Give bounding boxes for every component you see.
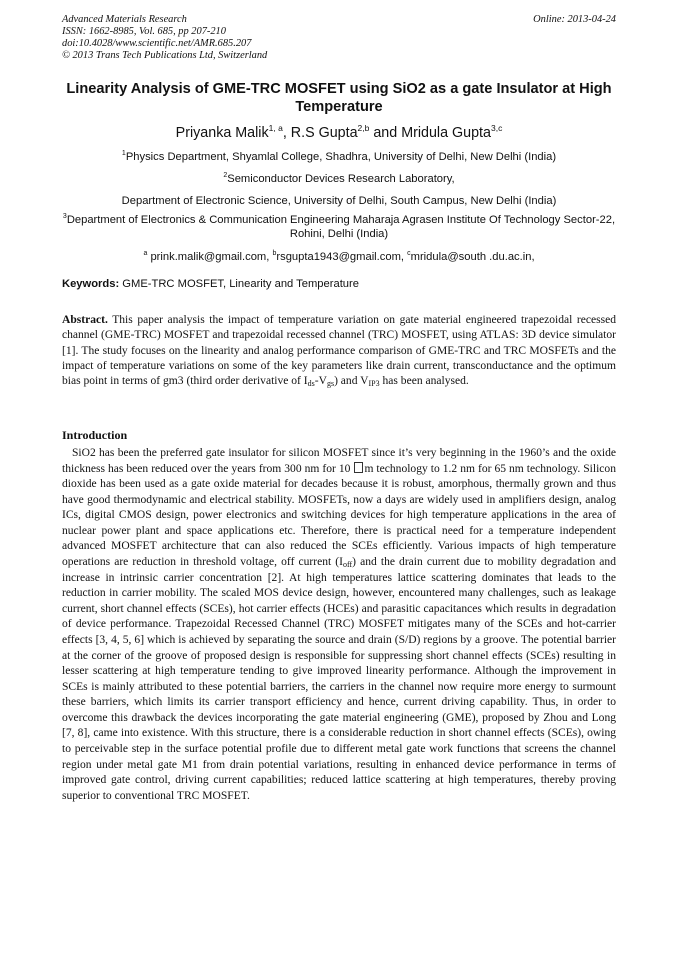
abstract-paragraph bbox=[62, 313, 616, 389]
affiliation-2-department: Department of Electronic Science, University of Delhi, South Campus, New Delhi (India) bbox=[121, 195, 557, 207]
email-link[interactable]: rsgupta1943@gmail.com, bbox=[276, 251, 408, 263]
paper-title: Linearity Analysis of GME-TRC MOSFET using SiO2 as a gate Insulator at High Temperature bbox=[66, 81, 612, 115]
author-emails bbox=[62, 250, 616, 264]
author-affiliation-mark: 1, a bbox=[268, 123, 283, 133]
keywords-label: Keywords: bbox=[62, 278, 120, 290]
introduction-paragraph bbox=[62, 446, 616, 804]
subscript: gs bbox=[326, 379, 335, 389]
author-affiliation-mark: 2,b bbox=[357, 123, 370, 133]
author-separator: , bbox=[282, 125, 291, 141]
email-link[interactable]: mridula@south .du.ac.in, bbox=[410, 251, 535, 263]
author-separator: and bbox=[369, 125, 402, 141]
email-mark: a bbox=[143, 250, 148, 257]
affiliation-text: Department of Electronics & Communication Engineering Maharaja Agrasen Institute Of Technology Sector-22, Rohini, Delhi (India) bbox=[66, 214, 616, 240]
email-mark: b bbox=[272, 250, 277, 257]
subscript: IP3 bbox=[368, 379, 380, 389]
affiliation-mark: 3 bbox=[62, 213, 67, 220]
author-list bbox=[62, 124, 616, 142]
running-header bbox=[62, 14, 616, 62]
subscript: ds bbox=[307, 379, 315, 389]
affiliation-text: Physics Department, Shyamlal College, Shadhra, University of Delhi, New Delhi (India) bbox=[125, 151, 557, 163]
affiliation-1 bbox=[62, 150, 616, 164]
body-text: m technology to 1.2 nm for 65 nm technology. Silicon dioxide has been used as a gate oxide material for decades because it is robust, amorphous, thermally grown and thus have good thermodynamic and electrical stability. MOSFETs, now a days are widely used in amplifiers design, analog ICs, digital CMOS design, power electronics and switching devices for high temperature applications in the area of nuclear power plant and space applications etc. Therefore, there is practical need for a temperature independent advanced MOSFET architecture that can also reduced the SCEs efficiently. Various impacts of high temperature operations are reduction in threshold voltage, off current (I bbox=[62, 462, 616, 569]
affiliation-mark: 1 bbox=[121, 150, 126, 157]
author-name: Mridula Gupta bbox=[401, 125, 491, 141]
subscript: off bbox=[342, 560, 353, 570]
author-name: R.S Gupta bbox=[290, 125, 358, 141]
abstract-text: ) and V bbox=[334, 375, 369, 388]
section-heading-introduction: Introduction bbox=[62, 428, 128, 442]
abstract-text: has been analysed. bbox=[379, 375, 469, 388]
author-name: Priyanka Malik bbox=[175, 125, 269, 141]
affiliation-2 bbox=[62, 172, 616, 186]
keywords bbox=[62, 277, 616, 291]
body-text: ) and the drain current due to mobility degradation and increase in intrinsic carrier concentration [2]. At high temperatures lattice scattering dominates that leads to the reduction in carrier mobility. The scaled MOS device design, however, encountered many challenges, such as leakage current, short channel effects (SCEs), hot carrier effects (HCEs) and parasitic capacitances which results in degradation of device performance. Trapezoidal Recessed Channel (TRC) MOSFET mitigates many of the SCEs and hot-carrier effects [3, 4, 5, 6] which is achieved by separating the source and drain (S/D) regions by a groove. The potential barrier at the corner of the groove of proposed design is responsible for suppressing short channel effects (SCEs) resulting in lesser scattering at high temperature tending to give improved linearity performance. Although the improvement in SCEs is mainly attributed to these potential barriers, the carriers in the channel now require more energy to surmount these barriers, which limits its carrier transport efficiency and hence, current driving capability. Thus, in order to overcome this drawback the devices incorporating the gate material engineering (GME), proposed by Zhou and Long [7, 8], came into existence. With this structure, there is a considerable reduction in short channel effects (SCEs), owing to perceivable step in the surface potential profile due to different metal gate work functions that screens the channel region under metal gate M1 from drain potential variations, resulting in enhanced device performance in terms of improved gate control, driving current capabilities; reduced lattice scattering at high temperatures, thereby proving superior to conventional TRC MOSFET. bbox=[62, 556, 616, 802]
affiliation-mark: 2 bbox=[223, 172, 228, 179]
journal-name: Advanced Materials Research bbox=[62, 14, 187, 25]
affiliation-text: Semiconductor Devices Research Laboratory, bbox=[227, 173, 455, 185]
author-affiliation-mark: 3,c bbox=[490, 123, 503, 133]
issn-line: ISSN: 1662-8985, Vol. 685, pp 207-210 bbox=[62, 26, 226, 37]
copyright-line: © 2013 Trans Tech Publications Ltd, Switzerland bbox=[62, 50, 268, 61]
doi-line: doi:10.4028/www.scientific.net/AMR.685.207 bbox=[62, 38, 252, 49]
body-text: SiO2 has been the preferred gate insulator for silicon MOSFET since it’s very beginning in the 1960’s and the oxide thickness has been reduced over the years from 300 nm for 10 bbox=[62, 447, 616, 475]
abstract-text: -V bbox=[314, 375, 327, 388]
missing-glyph-icon bbox=[354, 462, 363, 473]
affiliation-3 bbox=[62, 213, 616, 241]
online-date: Online: 2013-04-24 bbox=[533, 14, 616, 25]
email-mark: c bbox=[407, 250, 411, 257]
email-link[interactable]: prink.malik@gmail.com, bbox=[147, 251, 273, 263]
keywords-text: GME-TRC MOSFET, Linearity and Temperature bbox=[119, 278, 359, 290]
abstract-label: Abstract. bbox=[62, 314, 108, 326]
abstract-text: This paper analysis the impact of temperature variation on gate material engineered trapezoidal recessed channel (GME-TRC) MOSFET and trapezoidal recessed channel (TRC) MOSFET, using ATLAS: 3D device simulator [1]. The study focuses on the linearity and analog performance comparison of GME-TRC and TRC MOSFETs and the impact of temperature variations on some of the key parameters like drain current, transconductance and the optimum bias point in terms of gm3 (third order derivative of I bbox=[62, 314, 616, 388]
